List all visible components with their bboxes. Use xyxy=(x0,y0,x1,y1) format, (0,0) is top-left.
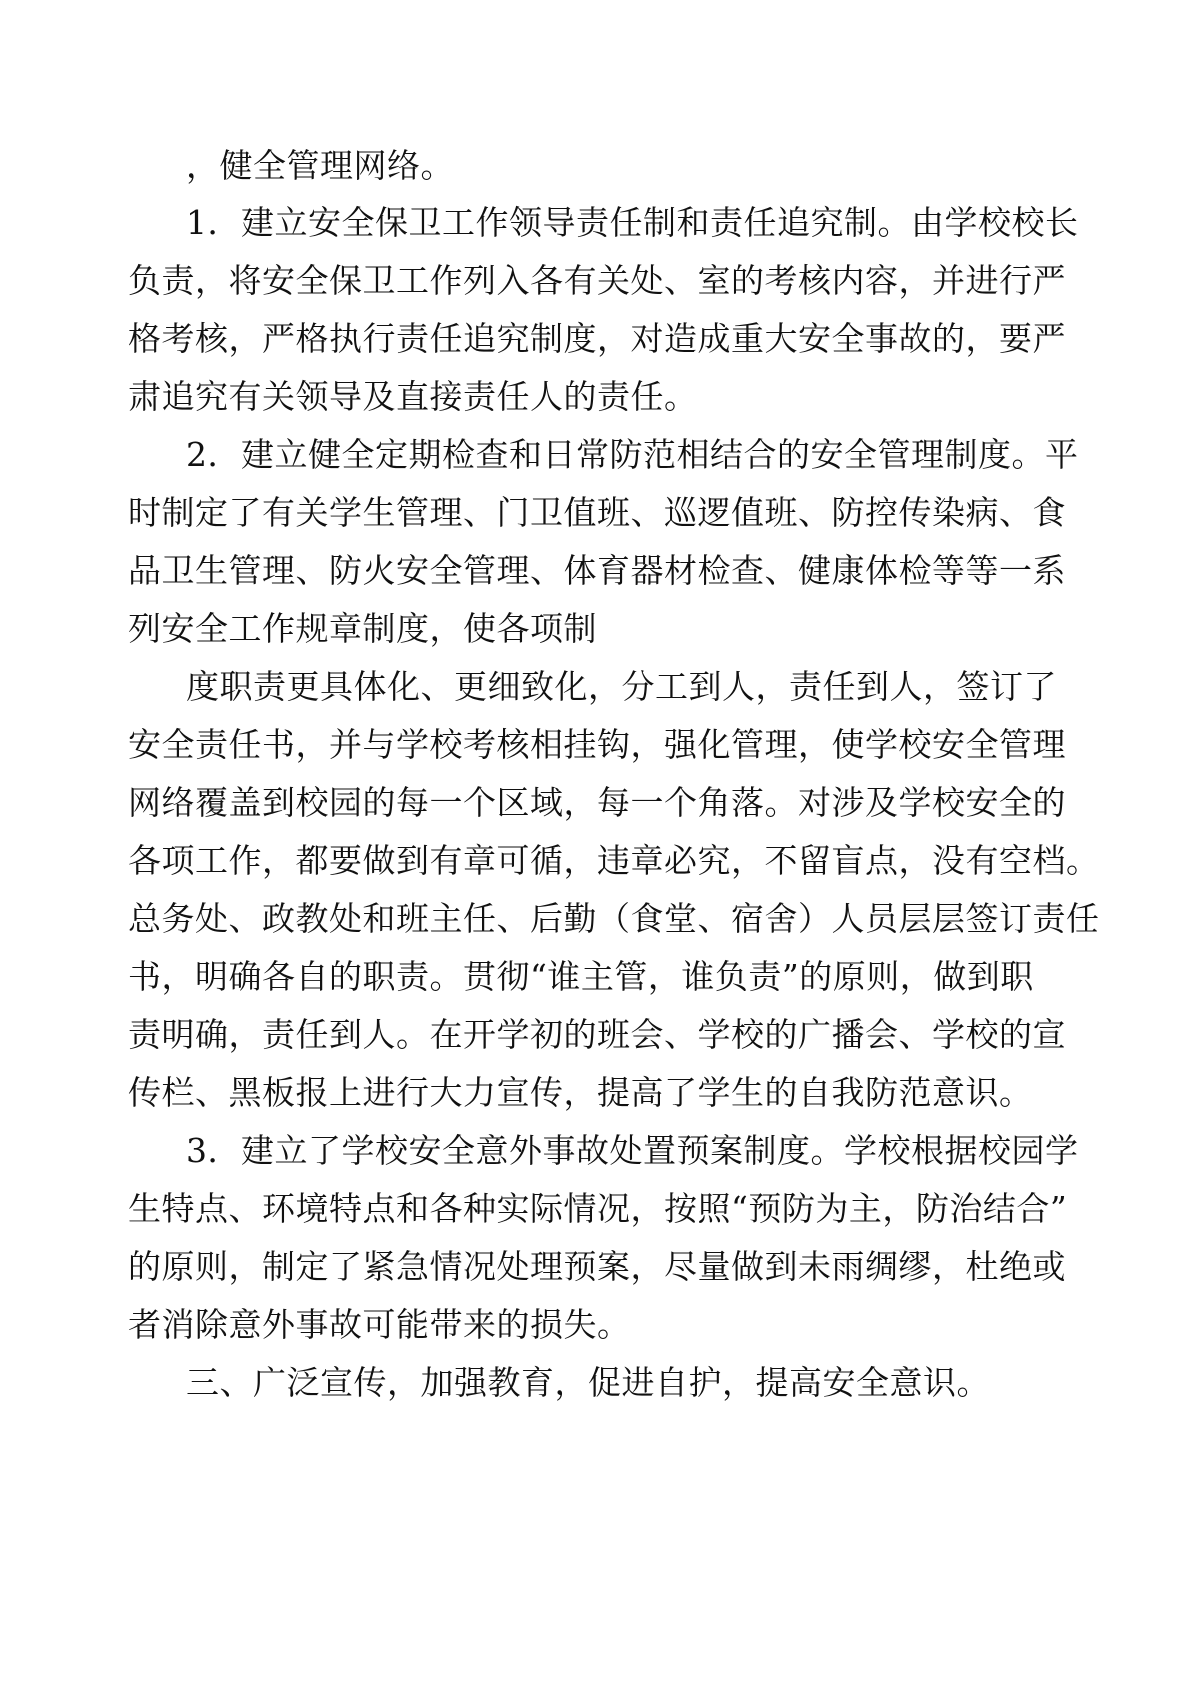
text-line: 列安全工作规章制度，使各项制 xyxy=(128,609,597,648)
text-line: 品卫生管理、防火安全管理、体育器材检查、健康体检等等一系 xyxy=(128,551,1066,590)
text-line: 3．建立了学校安全意外事故处置预案制度。学校根据校园学 xyxy=(186,1131,1079,1170)
text-line: 度职责更具体化、更细致化，分工到人，责任到人，签订了 xyxy=(186,667,1057,706)
text-line: 2．建立健全定期检查和日常防范相结合的安全管理制度。平 xyxy=(186,435,1079,474)
text-line: ，健全管理网络。 xyxy=(186,146,454,185)
text-line: 网络覆盖到校园的每一个区域，每一个角落。对涉及学校安全的 xyxy=(128,783,1066,822)
text-line: 1．建立安全保卫工作领导责任制和责任追究制。由学校校长 xyxy=(186,203,1079,242)
text-line: 的原则，制定了紧急情况处理预案，尽量做到未雨绸缪，杜绝或 xyxy=(128,1247,1066,1286)
text-line: 三、广泛宣传，加强教育，促进自护，提高安全意识。 xyxy=(186,1363,990,1402)
text-line: 负责，将安全保卫工作列入各有关处、室的考核内容，并进行严 xyxy=(128,261,1066,300)
text-line: 生特点、环境特点和各种实际情况，按照“预防为主，防治结合” xyxy=(128,1189,1068,1228)
text-line: 传栏、黑板报上进行大力宣传，提高了学生的自我防范意识。 xyxy=(128,1073,1033,1112)
text-line: 书，明确各自的职责。贯彻“谁主管，谁负责”的原则，做到职 xyxy=(128,957,1034,996)
text-line: 各项工作，都要做到有章可循，违章必究，不留盲点，没有空档。 xyxy=(128,841,1100,880)
text-line: 格考核，严格执行责任追究制度，对造成重大安全事故的，要严 xyxy=(128,319,1066,358)
text-line: 安全责任书，并与学校考核相挂钩，强化管理，使学校安全管理 xyxy=(128,725,1066,764)
text-line: 总务处、政教处和班主任、后勤（食堂、宿舍）人员层层签订责任 xyxy=(128,899,1100,938)
text-line: 时制定了有关学生管理、门卫值班、巡逻值班、防控传染病、食 xyxy=(128,493,1066,532)
text-line: 责明确，责任到人。在开学初的班会、学校的广播会、学校的宣 xyxy=(128,1015,1066,1054)
text-line: 者消除意外事故可能带来的损失。 xyxy=(128,1305,631,1344)
text-line: 肃追究有关领导及直接责任人的责任。 xyxy=(128,377,698,416)
